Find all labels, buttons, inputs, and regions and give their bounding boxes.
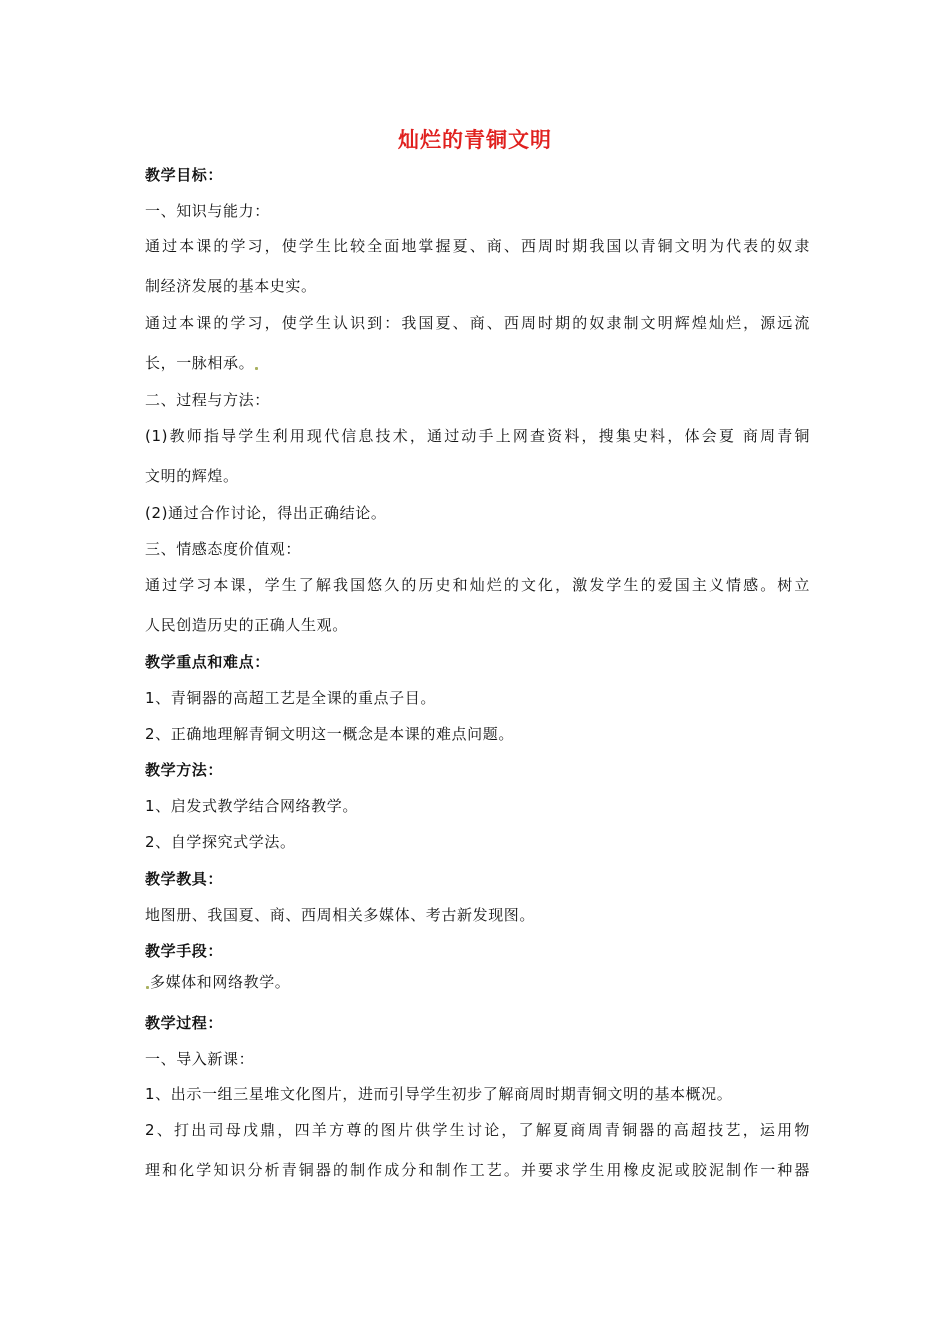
- paragraph-line: 长，一脉相承。: [145, 353, 810, 373]
- section-introduction: 一、导入新课：: [145, 1050, 255, 1068]
- paragraph-line: 地图册、我国夏、商、西周相关多媒体、考古新发现图。: [145, 906, 536, 924]
- list-item: 2、自学探究式学法。: [145, 833, 296, 851]
- list-item: 2、正确地理解青铜文明这一概念是本课的难点问题。: [145, 725, 514, 743]
- paragraph-line: (1)教师指导学生利用现代信息技术，通过动手上网查资料，搜集史料，体会夏 商周青铜: [145, 427, 810, 445]
- document-title: 灿烂的青铜文明: [398, 128, 552, 152]
- section-knowledge-ability: 一、知识与能力：: [145, 202, 270, 220]
- paragraph-line: 多媒体和网络教学。: [145, 972, 810, 992]
- heading-teaching-process: 教学过程：: [145, 1014, 224, 1032]
- list-item: 1、启发式教学结合网络教学。: [145, 797, 358, 815]
- paragraph-line: 制经济发展的基本史实。: [145, 277, 317, 295]
- paragraph-line: 通过本课的学习，使学生认识到：我国夏、商、西周时期的奴隶制文明辉煌灿烂，源远流: [145, 314, 810, 332]
- heading-key-difficult-points: 教学重点和难点：: [145, 653, 270, 671]
- heading-teaching-aids: 教学教具：: [145, 870, 224, 888]
- list-item: 1、青铜器的高超工艺是全课的重点子目。: [145, 689, 436, 707]
- list-item: 2、打出司母戊鼎，四羊方尊的图片供学生讨论，了解夏商周青铜器的高超技艺，运用物: [145, 1121, 810, 1139]
- section-emotion-attitude: 三、情感态度价值观：: [145, 540, 302, 558]
- paragraph-line: 人民创造历史的正确人生观。: [145, 616, 348, 634]
- heading-teaching-means: 教学手段：: [145, 942, 224, 960]
- artifact-dot: [146, 986, 149, 989]
- paragraph-line: 通过学习本课，学生了解我国悠久的历史和灿烂的文化，激发学生的爱国主义情感。树立: [145, 576, 810, 594]
- artifact-dot: [255, 367, 258, 370]
- paragraph-line: 通过本课的学习，使学生比较全面地掌握夏、商、西周时期我国以青铜文明为代表的奴隶: [145, 237, 810, 255]
- heading-teaching-methods: 教学方法：: [145, 761, 224, 779]
- list-item: 1、出示一组三星堆文化图片，进而引导学生初步了解商周时期青铜文明的基本概况。: [145, 1085, 733, 1103]
- section-process-method: 二、过程与方法：: [145, 391, 270, 409]
- paragraph-line: 理和化学知识分析青铜器的制作成分和制作工艺。并要求学生用橡皮泥或胶泥制作一种器: [145, 1161, 810, 1179]
- paragraph-line: 文明的辉煌。: [145, 467, 239, 485]
- heading-teaching-goals: 教学目标：: [145, 166, 224, 184]
- paragraph-line: (2)通过合作讨论，得出正确结论。: [145, 504, 387, 522]
